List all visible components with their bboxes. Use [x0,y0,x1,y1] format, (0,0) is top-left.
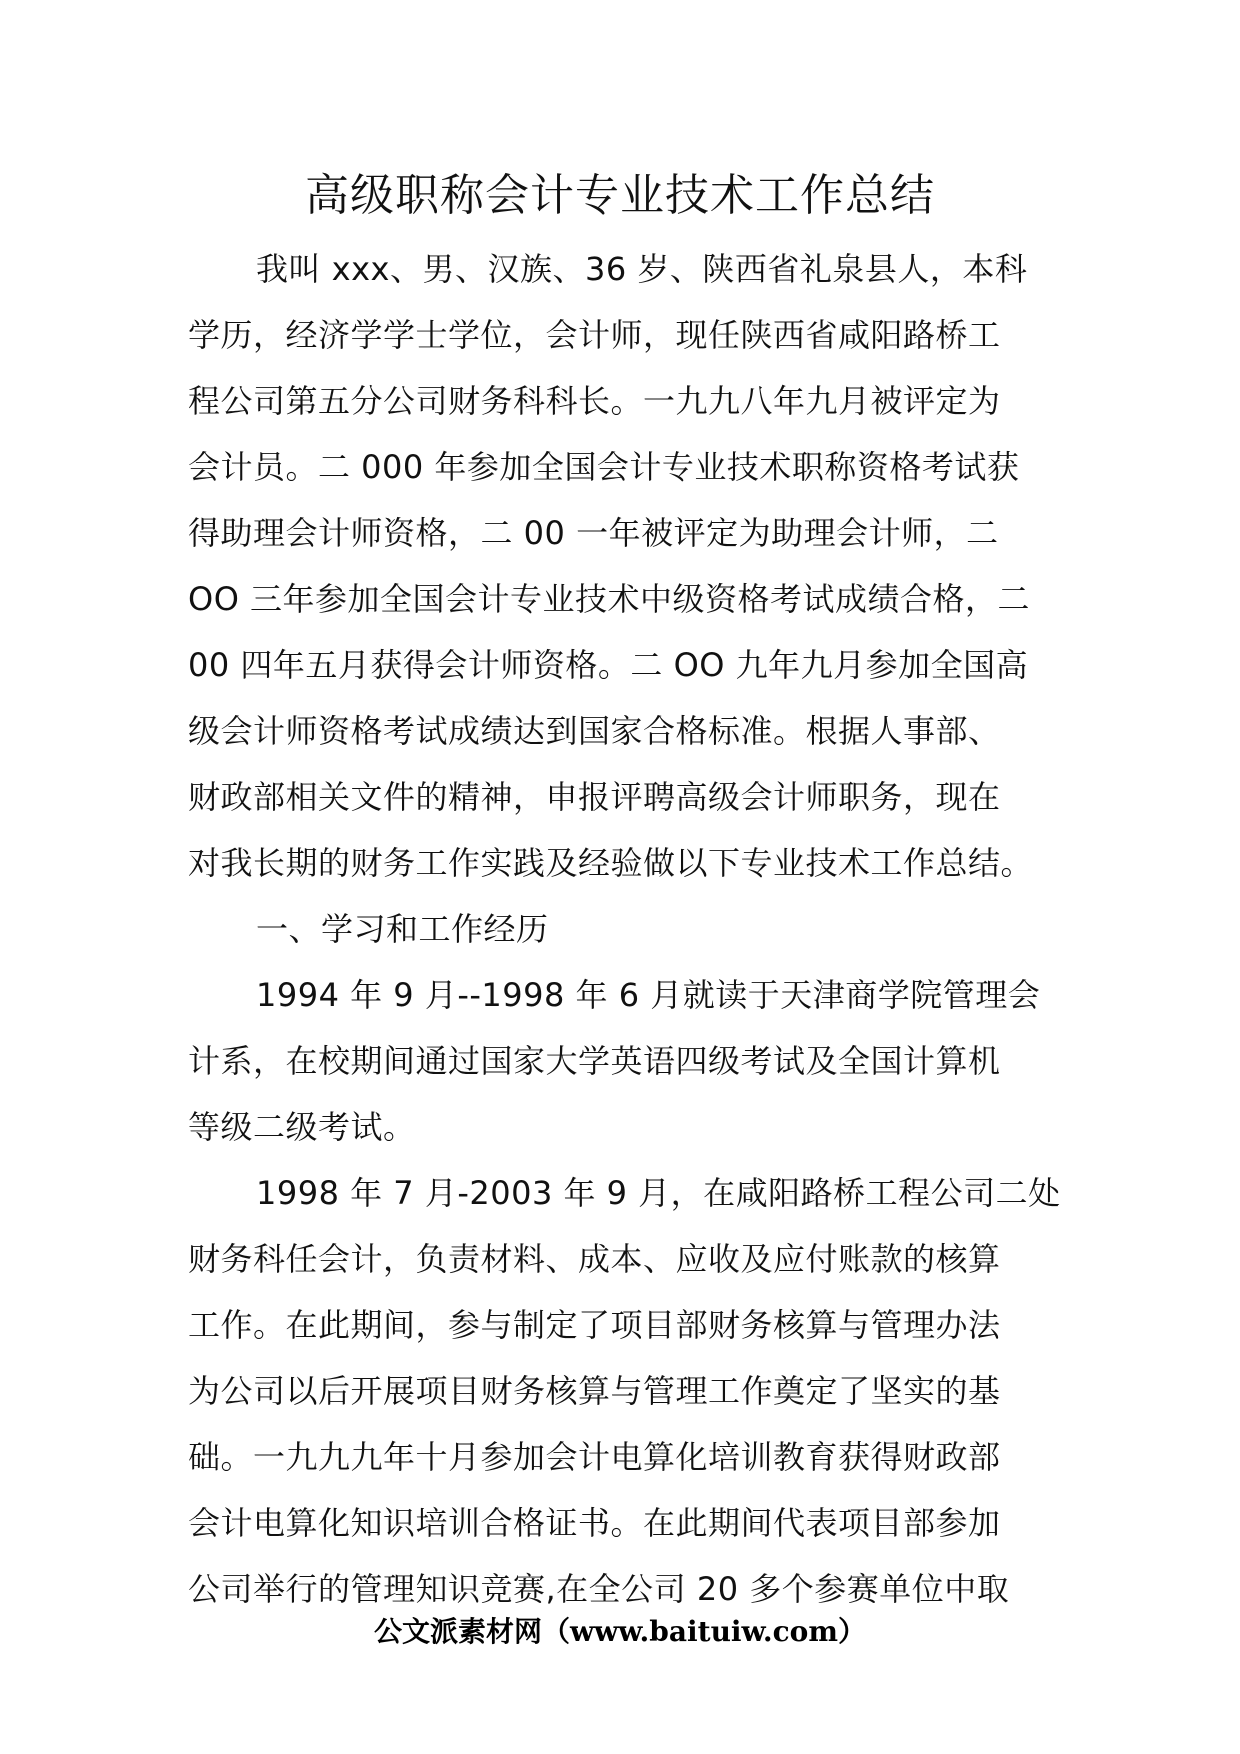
text-line: 为公司以后开展项目财务核算与管理工作奠定了坚实的基 [188,1372,1001,1410]
text-line: 计系，在校期间通过国家大学英语四级考试及全国计算机 [188,1042,1001,1080]
text-line: 程公司第五分公司财务科科长。一九九八年九月被评定为 [188,382,1001,420]
text-line: 财政部相关文件的精神，申报评聘高级会计师职务，现在 [188,778,1001,816]
text-line: 会计电算化知识培训合格证书。在此期间代表项目部参加 [188,1504,1001,1542]
text-line: 础。一九九九年十月参加会计电算化培训教育获得财政部 [188,1438,1001,1476]
text-line: 1994 年 9 月--1998 年 6 月就读于天津商学院管理会 [256,976,1041,1014]
document-body [188,236,1061,1622]
text-line: 得助理会计师资格，二 00 一年被评定为助理会计师，二 [188,514,999,552]
document-title: 高级职称会计专业技术工作总结 [305,170,935,221]
text-line: 等级二级考试。 [188,1108,416,1146]
text-line: 公司举行的管理知识竞赛,在全公司 20 多个参赛单位中取 [188,1570,1010,1608]
text-line: 级会计师资格考试成绩达到国家合格标准。根据人事部、 [188,712,1001,750]
section-heading [188,896,1058,962]
text-line: OO 三年参加全国会计专业技术中级资格考试成绩合格，二 [188,580,1031,618]
text-line: 我叫 xxx、男、汉族、36 岁、陕西省礼泉县人，本科 [256,250,1028,288]
text-line: 1998 年 7 月-2003 年 9 月，在咸阳路桥工程公司二处 [256,1174,1061,1212]
text-line: 对我长期的财务工作实践及经验做以下专业技术工作总结。 [188,844,1034,882]
text-line: 财务科任会计，负责材料、成本、应收及应付账款的核算 [188,1240,1001,1278]
footer-source: 公文派素材网（www.baituiw.com） [374,1615,866,1648]
text-line: 会计员。二 000 年参加全国会计专业技术职称资格考试获 [188,448,1020,486]
text-line: 00 四年五月获得会计师资格。二 OO 九年九月参加全国高 [188,646,1029,684]
text-line: 工作。在此期间，参与制定了项目部财务核算与管理办法 [188,1306,1001,1344]
paragraph-intro [188,236,1058,896]
text-line: 学历，经济学学士学位，会计师，现任陕西省咸阳路桥工 [188,316,1001,354]
paragraph-work-history [188,1160,1061,1622]
paragraph-education [188,962,1058,1160]
text-line: 一、学习和工作经历 [256,910,549,948]
